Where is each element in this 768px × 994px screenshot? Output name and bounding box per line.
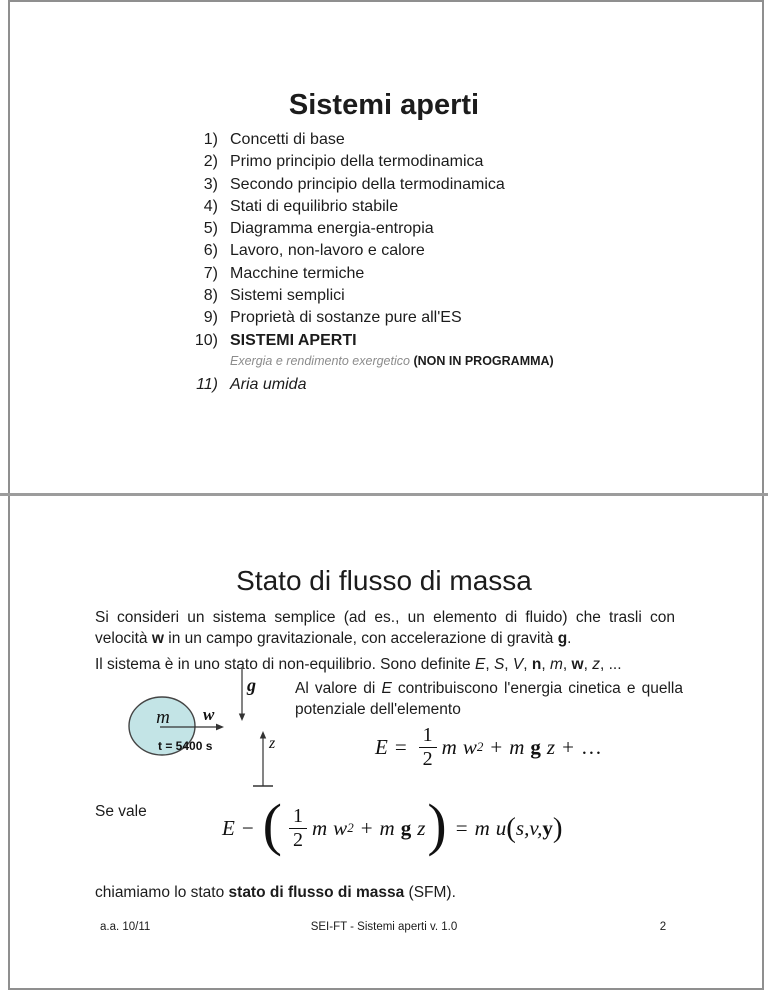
- eq-var: m: [379, 815, 395, 840]
- eq-fraction-numerator: 1: [419, 725, 437, 748]
- list-item: [188, 153, 554, 175]
- slide2-title: Stato di flusso di massa: [236, 564, 532, 596]
- symbol-w: w: [151, 630, 164, 647]
- list-item-label: Concetti di base: [230, 131, 345, 148]
- list-item-label: Primo principio della termodinamica: [230, 153, 484, 171]
- footer-page-number: 2: [659, 921, 667, 933]
- gravity-label: g: [247, 675, 256, 695]
- text-segment: contribuiscono l'energia cinetica e quella potenziale dell'elemento: [295, 679, 683, 718]
- symbol-S: S: [493, 655, 505, 673]
- list-item-label: Stati di equilibrio stabile: [230, 197, 399, 215]
- eq-var: y: [542, 815, 553, 840]
- eq-operator: +: [360, 815, 373, 840]
- paragraph-intro: [95, 607, 675, 650]
- eq-var: w: [333, 815, 348, 840]
- eq-operator: =: [455, 815, 468, 840]
- list-item: [188, 131, 554, 153]
- eq-operator: −: [241, 815, 254, 840]
- list-item: [188, 220, 554, 242]
- toc-list: [188, 131, 554, 398]
- symbol-w: w: [571, 655, 584, 673]
- text-segment: ,: [485, 655, 494, 673]
- eq-fraction-numerator: 1: [289, 806, 307, 829]
- list-item: [188, 265, 554, 287]
- list-item-label: SISTEMI APERTI: [230, 331, 357, 349]
- footer-course-title: SEI-FT - Sistemi aperti v. 1.0: [310, 921, 458, 933]
- symbol-m: m: [549, 655, 563, 673]
- list-item-number: 10): [194, 331, 218, 349]
- gravity-arrowhead: [239, 714, 245, 722]
- symbol-g: g: [557, 630, 568, 647]
- eq-var: s,: [515, 815, 530, 840]
- eq-var: m: [441, 734, 457, 759]
- list-item-label: Aria umida: [230, 375, 307, 393]
- list-item-number: 5): [203, 220, 218, 238]
- list-item-number: 8): [203, 287, 218, 305]
- text-segment: in un campo gravitazionale, con accelerazione di gravità: [163, 630, 558, 647]
- list-item-label: Diagramma energia-entropia: [230, 220, 434, 238]
- eq-var: m: [312, 815, 328, 840]
- list-item: [188, 198, 554, 220]
- list-subnote: [188, 354, 554, 376]
- eq-var: g: [400, 815, 412, 840]
- eq-var: E: [222, 815, 235, 840]
- paragraph-conclusion: [95, 884, 456, 902]
- eq-var: w: [462, 734, 477, 759]
- list-item-label: Macchine termiche: [230, 264, 365, 282]
- text-segment: Il sistema è in uno stato di non-equilibrio. Sono definite: [95, 655, 475, 673]
- text-segment: (SFM).: [404, 883, 456, 901]
- velocity-label: w: [203, 705, 215, 724]
- eq-operator: +: [562, 734, 574, 759]
- list-item: [188, 332, 554, 354]
- z-axis-arrowhead: [260, 731, 266, 739]
- list-item-label: Lavoro, non-lavoro e calore: [230, 242, 425, 260]
- list-item: [188, 242, 554, 264]
- list-item: [188, 376, 554, 398]
- eq-var: v,: [529, 815, 543, 840]
- subnote-bold-text: (NON IN PROGRAMMA): [413, 353, 554, 368]
- list-item: [188, 176, 554, 198]
- sevale-label: Se vale: [95, 803, 147, 820]
- eq-var: E: [375, 734, 388, 759]
- eq-fraction: [289, 806, 307, 851]
- mass-element-diagram: [90, 660, 320, 800]
- text-segment: ,: [504, 655, 513, 673]
- text-segment: Si consideri un sistema semplice (ad es., un elemento di fluido) che trasli con velocità: [95, 608, 675, 647]
- list-item-number: 3): [203, 175, 218, 193]
- eq-var: z: [546, 734, 556, 759]
- slide1-title: Sistemi aperti: [288, 89, 480, 122]
- text-segment: ,: [523, 655, 532, 673]
- footer-academic-year: a.a. 10/11: [100, 921, 151, 933]
- eq-var: u: [495, 815, 507, 840]
- list-item-number: 1): [203, 131, 218, 148]
- eq-var: m: [474, 815, 490, 840]
- slides-divider: [0, 493, 768, 496]
- paragraph-energy-note: [295, 678, 683, 721]
- text-segment: ,: [562, 655, 572, 673]
- eq-fraction-denominator: 2: [422, 747, 433, 770]
- list-item-label: Sistemi semplici: [230, 287, 345, 305]
- text-segment: .: [567, 630, 572, 647]
- text-segment: chiamiamo lo stato: [95, 883, 229, 901]
- list-item-number: 7): [203, 264, 218, 282]
- text-segment: ,: [583, 655, 593, 673]
- symbol-n: n: [531, 655, 542, 673]
- eq-var: g: [530, 734, 541, 759]
- mass-label: m: [156, 707, 170, 728]
- list-item-number: 6): [203, 242, 218, 260]
- symbol-E: E: [474, 655, 486, 673]
- list-item: [188, 309, 554, 331]
- eq-ellipsis: …: [580, 734, 602, 759]
- list-item-number: 11): [196, 375, 218, 393]
- symbol-E: E: [381, 679, 392, 697]
- eq-fraction: [419, 725, 437, 770]
- equation-energy: E = $\frac{1}{2}$ m w 2 + m g z + …: [375, 723, 602, 770]
- list-item-number: 4): [203, 197, 218, 215]
- list-item-number: 2): [203, 153, 218, 171]
- velocity-arrowhead: [216, 724, 224, 731]
- list-item-number: 9): [203, 309, 218, 327]
- text-segment: ,: [541, 655, 550, 673]
- symbol-z: z: [592, 655, 600, 673]
- text-segment: Al valore di: [295, 679, 382, 697]
- symbol-V: V: [512, 655, 524, 673]
- equation-sfm-condition: E − ( $\frac{1}{2}$ m w 2 + m g z ) = m u ( s, v, y ): [222, 792, 563, 857]
- eq-operator: +: [490, 734, 503, 759]
- eq-var: m: [509, 734, 525, 759]
- subnote-italic-text: Exergia e rendimento exergetico: [230, 353, 414, 368]
- sfm-term: stato di flusso di massa: [228, 883, 405, 901]
- time-label: t = 5400 s: [158, 739, 213, 753]
- eq-var: z: [417, 815, 426, 840]
- list-item-label: Proprietà di sostanze pure all'ES: [230, 309, 462, 327]
- list-item-label: Secondo principio della termodinamica: [230, 175, 505, 193]
- eq-operator: =: [394, 734, 407, 759]
- list-item: [188, 287, 554, 309]
- eq-fraction-denominator: 2: [293, 828, 303, 851]
- z-axis-label: z: [269, 735, 276, 752]
- text-segment: , ...: [599, 655, 622, 673]
